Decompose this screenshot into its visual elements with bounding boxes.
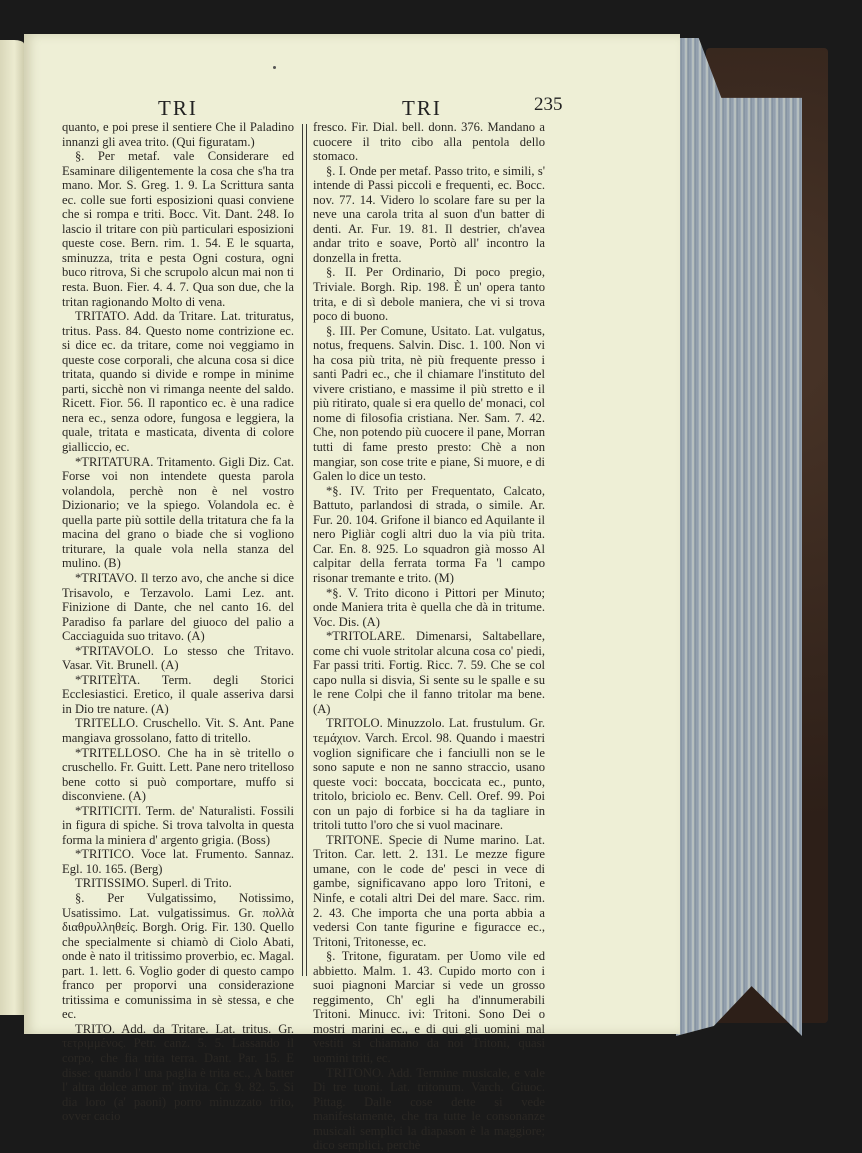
dictionary-entry: *TRITATURA. Tritamento. Gigli Diz. Cat. Forse voi non intendete questa parola volandola, perchè non è nel vostro Dizionario; ve la spiego. Volandola ec. è quella parte più sottile della tritatura che fa la macina del grano o biade che si vogliono triturare, la quale vola nella stanza del mulino. (B) <box>62 454 294 571</box>
facing-page-edge <box>0 40 24 1015</box>
dictionary-entry: *TRITELLOSO. Che ha in sè tritello o cruschello. Fr. Guitt. Lett. Pane nero tritelloso bene cotto si può comportare, muffo si disconviene. (A) <box>62 745 294 804</box>
running-head-right: TRI <box>402 96 442 120</box>
dictionary-entry: §. II. Per Ordinario, Di poco pregio, Triviale. Borgh. Rip. 198. È un' opera tanto trita, e di sì debole maniera, che vi si trova poco di buono. <box>313 265 545 324</box>
running-head-left: TRI <box>158 96 198 120</box>
dictionary-entry: TRITONE. Specie di Nume marino. Lat. Triton. Car. lett. 2. 131. Le mezze figure umane, con le code de' pesci in vece di gambe, significavano appo loro Tritoni, e Ninfe, e cotali altri Dei del mare. Sacc. rim. 2. 43. Che importa che una porta abbia a vedersi Con tante figurine e figuracce ec., Tritoni, Tritonesse, ec. <box>313 832 545 949</box>
speck <box>273 66 276 69</box>
dictionary-entry: *§. IV. Trito per Frequentato, Calcato, Battuto, parlandosi di strada, o simile. Ar. Fur. 20. 104. Grifone il bianco ed Aquilante il nero Pigliàr cogli altri duo la via più trita. Car. En. 8. 925. Lo squadron già mosso Al calpitar della ferrata torma Fa 'l campo risonar tremante e trito. (M) <box>313 483 545 585</box>
dictionary-entry: *TRITOLARE. Dimenarsi, Saltabellare, come chi vuole stritolar alcuna cosa co' piedi, Far passi triti. Fortig. Ricc. 7. 59. Che se col capo nulla si disvia, Si sente su le spalle e su le rene Colpi che il fanno tritolar ma bene. (A) <box>313 629 545 716</box>
dictionary-entry: *TRITAVOLO. Lo stesso che Tritavo. Vasar. Vit. Brunell. (A) <box>62 643 294 673</box>
dictionary-entry: *TRITICITI. Term. de' Naturalisti. Fossili in figura di spiche. Si trova talvolta in questa forma la miniera d' argento grigia. (Boss) <box>62 803 294 847</box>
page-number: 235 <box>534 94 563 115</box>
dictionary-entry: quanto, e poi prese il sentiere Che il Paladino innanzi gli avea trito. (Qui figuratam.) <box>62 120 294 149</box>
dictionary-entry: §. Tritone, figuratam. per Uomo vile ed abbietto. Malm. 1. 43. Cupido morto con i suoi piagnoni Marciar si vede un grosso reggimento, Ch' egli ha d'innumerabili Tritoni. Minucc. ivi: Tritoni. Sono Dei o mostri marini ec., e di qui gli uomini mal vestiti si chiamano da noi Tritoni, quasi uomini triti, ec. <box>313 949 545 1065</box>
column-divider <box>302 124 307 976</box>
dictionary-entry: TRITONO. Add. Termine musicale, e vale Di tre tuoni. Lat. tritonum. Varch. Giuoc. Pittag. Dalle cose dette si vede manifestamente, che tra tutte le consonanze musicali semplici la diapason è la maggiore; dico semplici, perchè <box>313 1065 545 1153</box>
page-edges <box>676 38 802 1036</box>
dictionary-entry: §. Per Vulgatissimo, Notissimo, Usatissimo. Lat. vulgatissimus. Gr. πολλὰ διαθρυλληθείς. Borgh. Orig. Fir. 130. Quello che specialmente si chiamò di Ciolo Abati, onde è nato il tritissimo proverbio, ec. Magal. part. 1. lett. 6. Voglio goder di questo campo franco per proporvi una considerazione tritissima e comunissima in sè stessa, e che ec. <box>62 890 294 1022</box>
dictionary-entry: §. I. Onde per metaf. Passo trito, e simili, s' intende di Passi piccoli e frequenti, ec. Bocc. nov. 77. 14. Videro lo scolare fare su per la neve una carola trita al suon d'un batter di denti. Ar. Fur. 19. 81. Il destrier, ch'avea andar trito e soave, Portò all' incontro la donzella in fretta. <box>313 163 545 265</box>
dictionary-entry: TRITO. Add. da Tritare. Lat. tritus. Gr. τετριμμένος. Petr. canz. 5. 5. Lassando il corpo, che fia trita terra. Dant. Par. 15. E disse: quando l' una paglia è trita ec., A batter l' altra dolce amor m' invita. Cr. 9. 82. 5. Si dia loro (a' paoni) porro minuzzato trito, ovver cacio <box>62 1021 294 1124</box>
dictionary-entry: *TRITICO. Voce lat. Frumento. Sannaz. Egl. 10. 165. (Berg) <box>62 847 294 876</box>
dictionary-entry: TRITATO. Add. da Tritare. Lat. trituratus, tritus. Pass. 84. Questo nome contrizione ec. si dice ec. da tritare, come noi veggiamo in queste cose corporali, che alcuna cosa si dice tritata, quando si divide e rompe in minime parti, sicchè non vi rimanga neente del saldo. Ricett. Fior. 56. Il rapontico ec. è una radice nera ec., senza odore, fungosa e leggiera, la quale, tritata e masticata, diventa di colore gialliccio, ec. <box>62 309 294 455</box>
dictionary-entry: *TRITAVO. Il terzo avo, che anche si dice Trisavolo, e Terzavolo. Lami Lez. ant. Finizione di Dante, che nel canto 16. del Paradiso fa parlare del giuoco del palio a Cacciaguida suo tritavo. (A) <box>62 570 294 644</box>
dictionary-entry: TRITOLO. Minuzzolo. Lat. frustulum. Gr. τεμάχιον. Varch. Ercol. 98. Quando i maestri voglion significare che i fanciulli non se le sono sapute e non ne sanno straccio, usano queste voci: boccata, boccicata ec., punto, tritolo, briciolo ec. Benv. Cell. Oref. 99. Poi con un pajo di forbice si ha da tagliare in tritoli tutto l'oro che si vuol macinare. <box>313 716 545 833</box>
dictionary-entry: §. III. Per Comune, Usitato. Lat. vulgatus, notus, frequens. Salvin. Disc. 1. 100. Non vi ha cosa più trita, nè più frequente presso i santi Padri ec., che il chiamare l'instituto del vivere cristiano, e massime il più stretto e il più ritirato, quale si era quello de' monaci, col nome di filosofia cristiana. Ner. Sam. 7. 42. Che, non potendo più cuocere il pane, Morran tutti di fame presto presto: Chè a non mangiar, son cose trite e piane, Si muore, e di Galen lo dice un testo. <box>313 323 545 484</box>
left-column <box>62 120 294 1124</box>
dictionary-entry: TRITISSIMO. Superl. di Trito. <box>75 876 232 891</box>
dictionary-entry: fresco. Fir. Dial. bell. donn. 376. Mandano a cuocere il trito cibo alla pentola dello stomaco. <box>313 120 545 164</box>
dictionary-entry: *TRITEÌTA. Term. degli Storici Ecclesiastici. Eretico, il quale asseriva darsi in Dio tre nature. (A) <box>62 672 294 716</box>
dictionary-entry: *§. V. Trito dicono i Pittori per Minuto; onde Maniera trita è quella che dà in tritume. Voc. Dis. (A) <box>313 585 545 629</box>
dictionary-entry: §. Per metaf. vale Considerare ed Esaminare diligentemente la cosa che s'ha tra mano. Mor. S. Greg. 1. 9. La Scrittura santa ec. colle sue forti esposizioni quasi conviene che si rompa e triti. Bocc. Vit. Dant. 248. Io lascio il tritare con più particulari esposizioni queste cose. Bern. rim. 1. 54. E le squarta, sminuzza, trita e pesta Ogni costura, ogni buco ritrova, Si che scrupolo alcun mai non ti resta. Buon. Fier. 4. 4. 7. Qua son due, che la tritan ragionando Molto di vena. <box>62 149 294 309</box>
right-column <box>313 120 545 1153</box>
dictionary-entry: TRITELLO. Cruschello. Vit. S. Ant. Pane mangiava grossolano, fatto di tritello. <box>62 716 294 745</box>
